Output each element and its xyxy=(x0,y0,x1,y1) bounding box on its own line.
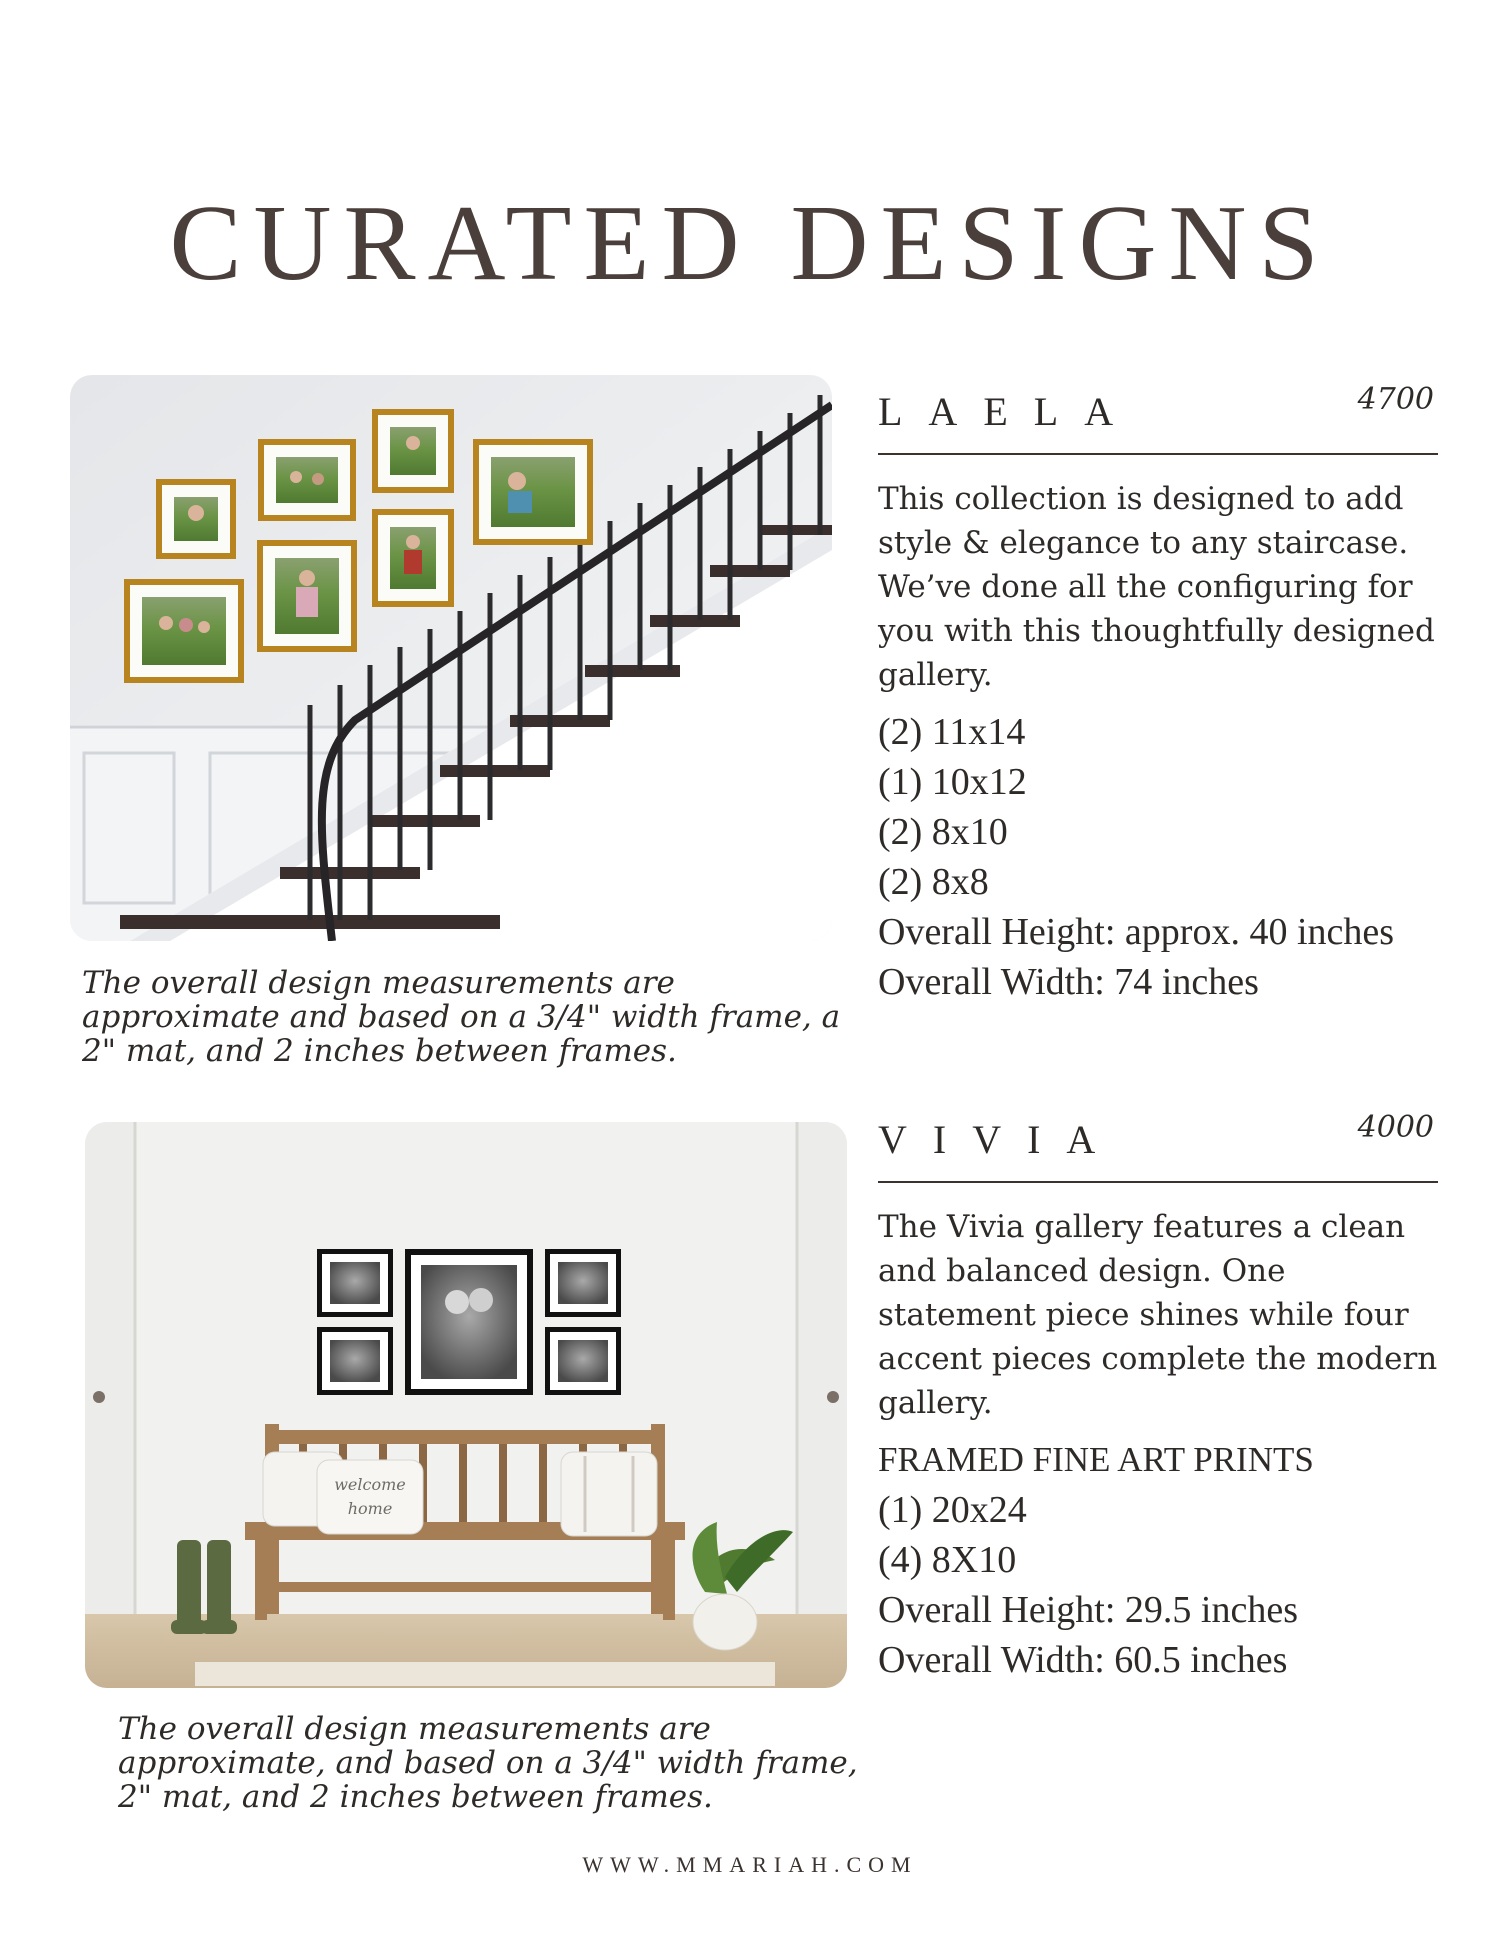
vivia-specs xyxy=(878,1435,1438,1685)
frame-portrait-top xyxy=(372,409,454,493)
laela-spec: (1) 10x12 xyxy=(878,761,1027,803)
vivia-entryway-photo xyxy=(85,1122,847,1688)
laela-specs xyxy=(878,707,1438,1007)
laela-spec: Overall Height: approx. 40 inches xyxy=(878,911,1395,953)
vivia-spec: (4) 8X10 xyxy=(878,1539,1017,1581)
vivia-spec: (1) 20x24 xyxy=(878,1489,1027,1531)
laela-spec: Overall Width: 74 inches xyxy=(878,961,1259,1003)
frame-small-1 xyxy=(156,479,236,559)
laela-name: LAELA xyxy=(878,389,1140,434)
welcome-home-pillow-text: welcome xyxy=(334,1475,406,1494)
laela-staircase-photo xyxy=(70,375,832,941)
vivia-spec: Overall Width: 60.5 inches xyxy=(878,1639,1288,1681)
website-footer: WWW.MMARIAH.COM xyxy=(582,1852,918,1877)
laela-spec: (2) 11x14 xyxy=(878,711,1026,753)
laela-spec: (2) 8x10 xyxy=(878,811,1008,853)
laela-spec: (2) 8x8 xyxy=(878,861,989,903)
laela-info xyxy=(878,382,1438,1007)
laela-header xyxy=(878,382,1438,455)
frame-landscape-2 xyxy=(473,439,593,545)
page-title: CURATED DESIGNS xyxy=(169,184,1331,304)
vivia-price: 4000 xyxy=(1357,1110,1434,1145)
laela-description: This collection is designed to add style & elegance to any staircase. We’ve done all the configuring for you with this thoughtfully designed gallery. xyxy=(878,481,1435,693)
vivia-spec: Overall Height: 29.5 inches xyxy=(878,1589,1299,1631)
frame-portrait-right xyxy=(372,509,454,607)
vivia-spec: FRAMED FINE ART PRINTS xyxy=(878,1440,1314,1479)
laela-price: 4700 xyxy=(1357,382,1434,417)
laela-caption: The overall design measurements are approximate and based on a 3/4" width frame, a 2" mat, and 2 inches between frames. xyxy=(82,965,841,1069)
vivia-info xyxy=(878,1110,1438,1685)
frame-landscape-1 xyxy=(258,439,356,521)
frame-landscape-bottom xyxy=(124,579,244,683)
frame-portrait-mid xyxy=(257,540,357,652)
svg-text:home: home xyxy=(347,1499,393,1518)
vivia-caption: The overall design measurements are approximate, and based on a 3/4" width frame, 2" mat, and 2 inches between frames. xyxy=(118,1711,858,1815)
vivia-description: The Vivia gallery features a clean and balanced design. One statement piece shines while four accent pieces complete the modern gallery. xyxy=(878,1209,1438,1421)
vivia-name: VIVIA xyxy=(878,1117,1122,1162)
vivia-header xyxy=(878,1110,1438,1183)
